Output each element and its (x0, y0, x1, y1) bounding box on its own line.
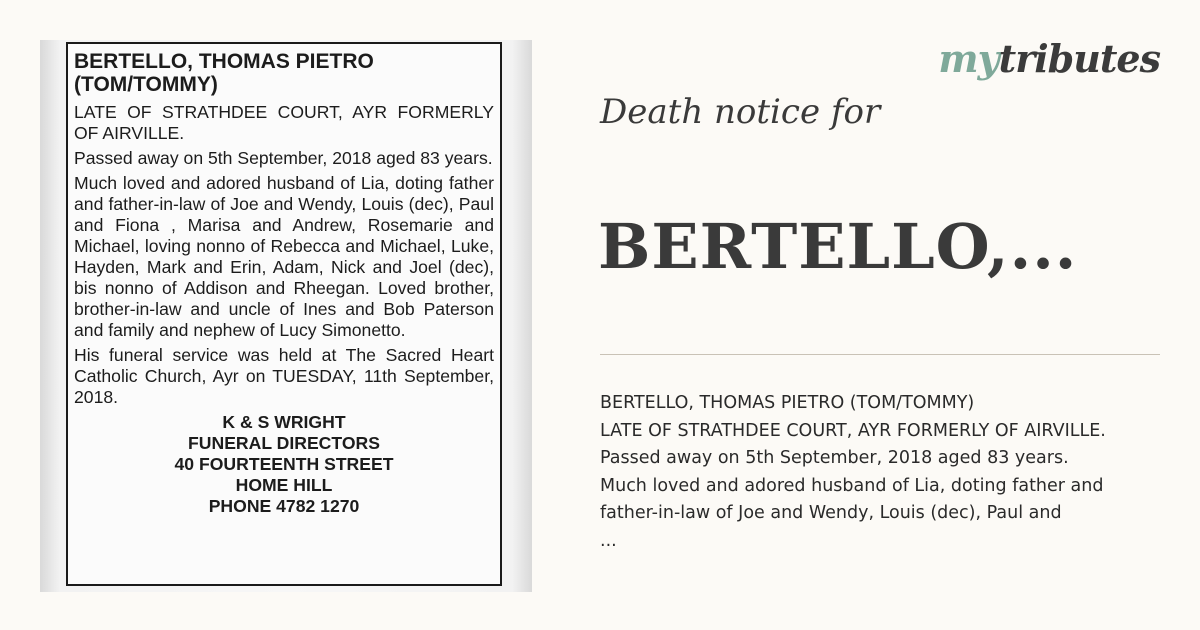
notice-excerpt (600, 390, 1190, 555)
excerpt-line: Much loved and adored husband of Lia, doting father and (600, 475, 1104, 496)
notice-card (66, 42, 502, 586)
funeral-line: FUNERAL DIRECTORS (188, 433, 380, 453)
notice-title: BERTELLO, THOMAS PIETRO (TOM/TOMMY) (74, 50, 374, 96)
excerpt-line: BERTELLO, THOMAS PIETRO (TOM/TOMMY) (600, 393, 975, 413)
deceased-name: BERTELLO,... (598, 210, 1078, 283)
mytributes-logo[interactable] (938, 36, 1160, 81)
notice-residence: LATE OF STRATHDEE COURT, AYR FORMERLY OF AIRVILLE. (74, 102, 494, 143)
logo-part-my: my (938, 36, 999, 81)
funeral-line: PHONE 4782 1270 (208, 496, 360, 516)
excerpt-line: LATE OF STRATHDEE COURT, AYR FORMERLY OF AIRVILLE. (600, 420, 1106, 441)
notice-service: His funeral service was held at The Sacred Heart Catholic Church, Ayr on TUESDAY, 11th September, 2018. (74, 345, 494, 407)
funeral-line: K & S WRIGHT (222, 412, 346, 432)
divider (600, 354, 1160, 355)
funeral-line: 40 FOURTEENTH STREET (174, 454, 394, 474)
page-subtitle: Death notice for (600, 92, 881, 132)
excerpt-line: father-in-law of Joe and Wendy, Louis (dec), Paul and (600, 503, 1062, 523)
notice-passed: Passed away on 5th September, 2018 aged 83 years. (74, 148, 493, 168)
notice-image (40, 40, 532, 592)
logo-part-tributes: tributes (998, 36, 1160, 81)
funeral-line: HOME HILL (235, 475, 333, 495)
funeral-director-block (74, 412, 494, 517)
notice-family: Much loved and adored husband of Lia, doting father and father-in-law of Joe and Wendy, Louis (dec), Paul and Fiona , Marisa and Andrew, Rosemarie and Michael, loving nonno of Rebecca and Michael, Luke, Hayden, Mark and Erin, Adam, Nick and Joel (dec), bis nonno of Addison and Rheegan. Loved brother, brother-in-law and uncle of Ines and Bob Paterson and family and nephew of Lucy Simonetto. (74, 173, 494, 340)
excerpt-line: Passed away on 5th September, 2018 aged 83 years. (600, 448, 1069, 468)
excerpt-line: ... (600, 530, 617, 551)
